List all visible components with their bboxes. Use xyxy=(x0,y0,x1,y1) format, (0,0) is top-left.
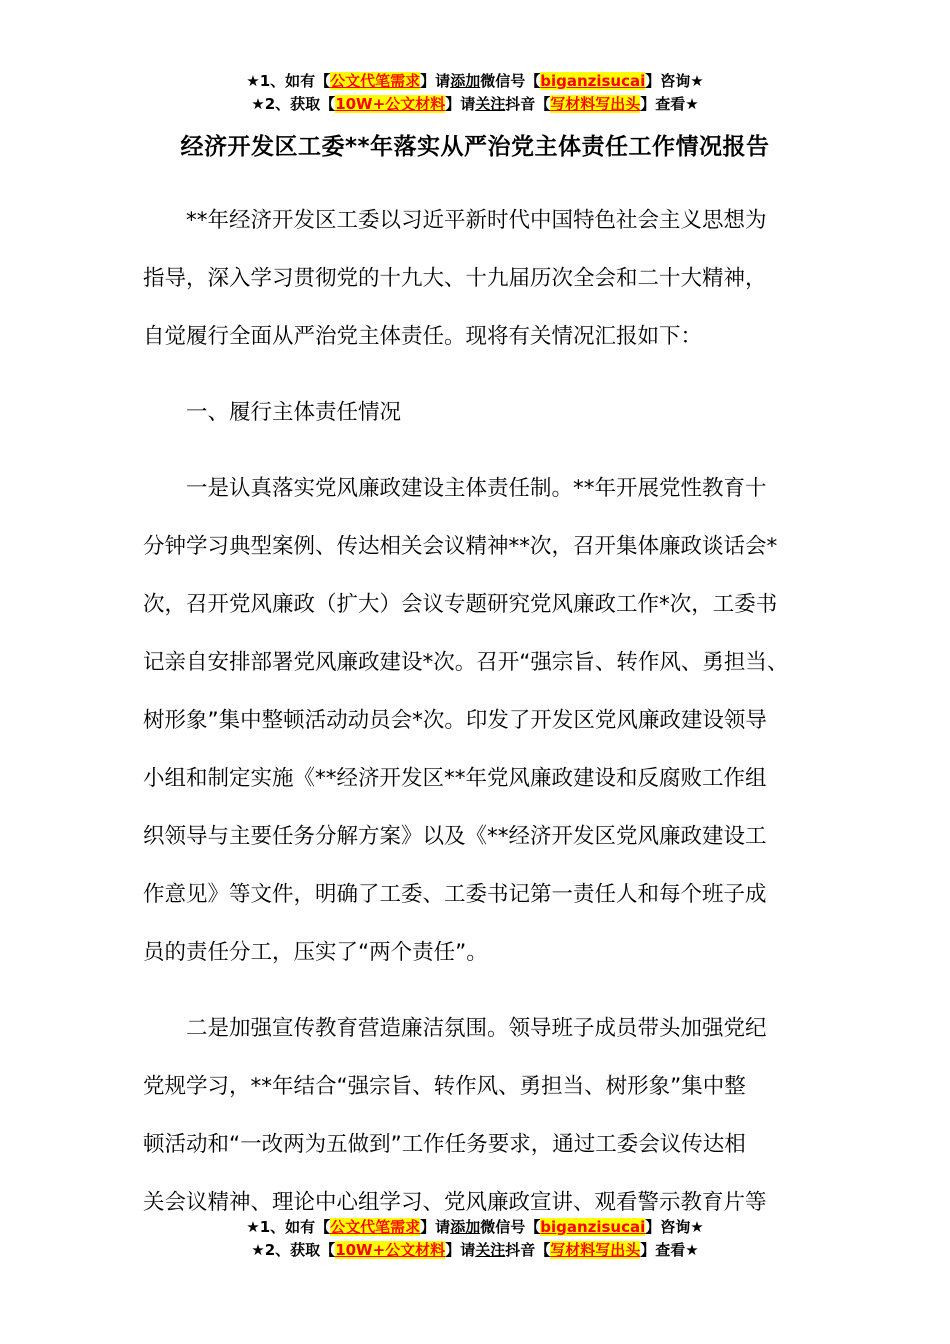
paragraph-intro xyxy=(143,192,815,366)
promo-text: 】咨询★ xyxy=(645,1218,704,1236)
promo-highlight: 10W+公文材料 xyxy=(335,1241,446,1259)
heading-line: 一、履行主体责任情况 xyxy=(143,400,402,425)
promo-text: 微信号【 xyxy=(480,72,541,90)
text-line: **年经济开发区工委以习近平新时代中国特色社会主义思想为 xyxy=(143,208,767,233)
promo-text: 】请 xyxy=(420,1218,451,1236)
promo-footer xyxy=(0,1216,950,1262)
promo-text: 】咨询★ xyxy=(645,72,704,90)
text-line: 次，召开党风廉政（扩大）会议专题研究党风廉政工作*次，工委书 xyxy=(143,592,778,617)
promo-emphasis: 关注 xyxy=(475,95,506,113)
text-line: 织领导与主要任务分解方案》以及《**经济开发区党风廉政建设工 xyxy=(143,824,767,849)
text-line: 顿活动和“一改两为五做到”工作任务要求，通过工委会议传达相 xyxy=(143,1132,746,1157)
section-heading xyxy=(143,384,815,442)
text-line: 关会议精神、理论中心组学习、党风廉政宣讲、观看警示教育片等 xyxy=(143,1190,767,1215)
text-line: 作意见》等文件，明确了工委、工委书记第一责任人和每个班子成 xyxy=(143,882,767,907)
text-line: 党规学习，**年结合“强宗旨、转作风、勇担当、树形象”集中整 xyxy=(143,1074,746,1099)
text-line: 树形象”集中整顿活动动员会*次。印发了开发区党风廉政建设领导 xyxy=(143,708,767,733)
document-body xyxy=(143,192,815,1232)
paragraph-two xyxy=(143,1000,815,1232)
promo-text: 抖音【 xyxy=(505,1241,551,1259)
promo-text: ★1、如有【 xyxy=(246,1218,331,1236)
text-line: 二是加强宣传教育营造廉洁氛围。领导班子成员带头加强党纪 xyxy=(143,1016,767,1041)
promo-text: 】请 xyxy=(420,72,451,90)
promo-text: ★1、如有【 xyxy=(246,72,331,90)
promo-text: 抖音【 xyxy=(505,95,551,113)
text-line: 一是认真落实党风廉政建设主体责任制。**年开展党性教育十 xyxy=(143,476,767,501)
document-title: 经济开发区工委**年落实从严治党主体责任工作情况报告 xyxy=(180,134,770,160)
text-line: 指导，深入学习贯彻党的十九大、十九届历次全会和二十大精神， xyxy=(143,266,767,291)
paragraph-one xyxy=(143,460,815,982)
promo-text: 】请 xyxy=(445,95,476,113)
promo-text: 】查看★ xyxy=(640,1241,699,1259)
promo-highlight: 10W+公文材料 xyxy=(335,95,446,113)
promo-emphasis: 关注 xyxy=(475,1241,506,1259)
text-line: 员的责任分工，压实了“两个责任”。 xyxy=(143,940,488,965)
promo-line-2 xyxy=(0,93,950,116)
promo-highlight: 写材料写出头 xyxy=(550,1241,641,1259)
promo-line-1 xyxy=(0,1216,950,1239)
text-line: 自觉履行全面从严治党主体责任。现将有关情况汇报如下： xyxy=(143,324,703,349)
text-line: 小组和制定实施《**经济开发区**年党风廉政建设和反腐败工作组 xyxy=(143,766,767,791)
promo-text: 】请 xyxy=(445,1241,476,1259)
promo-emphasis: 添加 xyxy=(450,72,481,90)
promo-text: 微信号【 xyxy=(480,1218,541,1236)
promo-text: ★2、获取【 xyxy=(251,1241,336,1259)
promo-highlight: biganzisucai xyxy=(540,72,646,90)
promo-highlight: 写材料写出头 xyxy=(550,95,641,113)
promo-highlight: 公文代笔需求 xyxy=(330,1218,421,1236)
promo-highlight: biganzisucai xyxy=(540,1218,646,1236)
promo-text: 】查看★ xyxy=(640,95,699,113)
promo-line-2 xyxy=(0,1239,950,1262)
promo-text: ★2、获取【 xyxy=(251,95,336,113)
promo-emphasis: 添加 xyxy=(450,1218,481,1236)
text-line: 分钟学习典型案例、传达相关会议精神**次，召开集体廉政谈话会* xyxy=(143,534,778,559)
promo-highlight: 公文代笔需求 xyxy=(330,72,421,90)
text-line: 记亲自安排部署党风廉政建设*次。召开“强宗旨、转作风、勇担当、 xyxy=(143,650,789,675)
promo-line-1 xyxy=(0,70,950,93)
promo-header xyxy=(0,70,950,116)
